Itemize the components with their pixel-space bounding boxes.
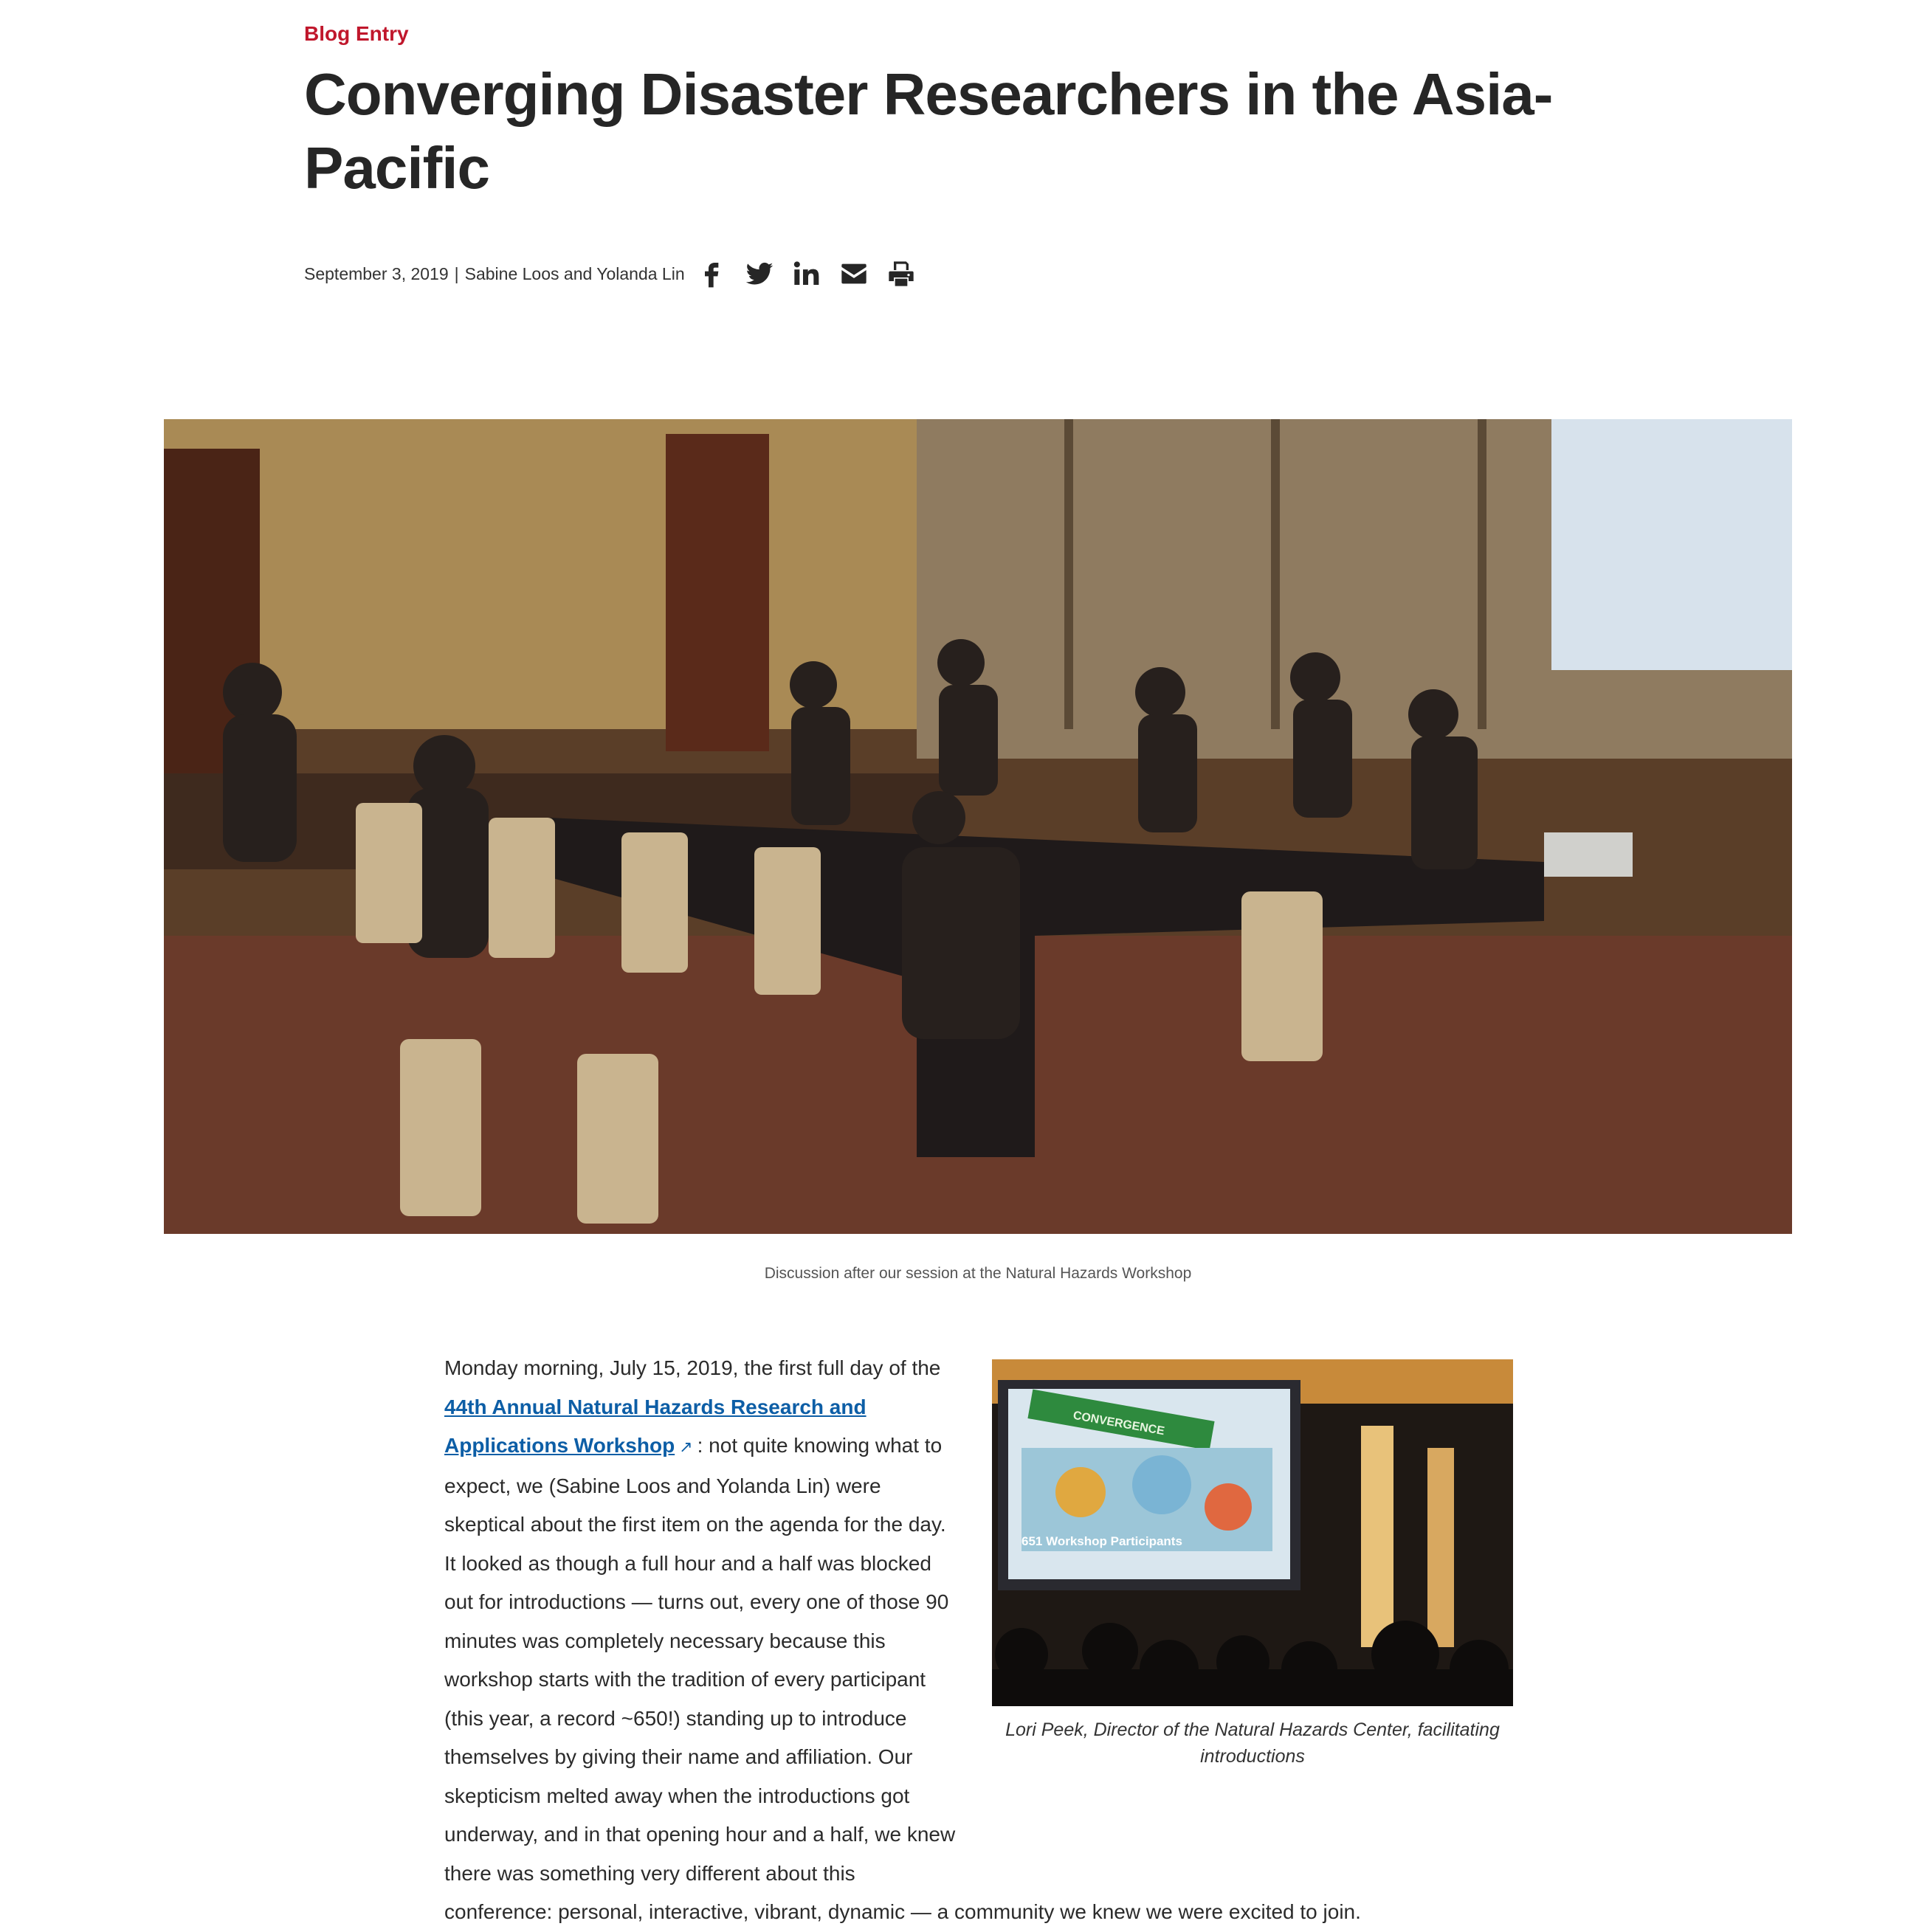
- inset-slide-text: 651 Workshop Participants: [1021, 1534, 1182, 1548]
- external-link-icon: ↗: [679, 1438, 693, 1456]
- inset-slide-banner: CONVERGENCE: [1072, 1409, 1165, 1438]
- linkedin-icon[interactable]: [790, 257, 824, 291]
- body-text-main: : not quite knowing what to expect, we (Sabine Loos and Yolanda Lin) were skeptical about the first item on the agenda for the day. It looked as though a full hour and a half was blocked out for introductions — turns out, every one of those 90 minutes was completely necessary because this workshop starts with the tradition of every participant (this year, a record ~650!) standing up to introduce themselves by giving their name and affiliation. Our skepticism melted away when the introductions got underway, and in that opening hour and a half, we knew there was something very different about this conference: personal, interactive, vibrant, dynamic — a community we knew we were excited to join.: [444, 1434, 1361, 1923]
- hero-caption: Discussion after our session at the Natural Hazards Workshop: [764, 1265, 1192, 1282]
- inset-caption: Lori Peek, Director of the Natural Hazards Center, facilitating introductions: [1005, 1719, 1500, 1767]
- page-title: Converging Disaster Researchers in the Asia-Pacific: [304, 61, 1553, 201]
- inset-photo: [992, 1359, 1513, 1706]
- body-text-intro: Monday morning, July 15, 2019, the first full day of the: [444, 1356, 941, 1379]
- eyebrow-label: Blog Entry: [304, 22, 409, 45]
- twitter-icon[interactable]: [743, 257, 776, 291]
- share-bar: [695, 257, 931, 291]
- hero-photo: [164, 419, 1792, 1234]
- print-icon[interactable]: [884, 257, 918, 291]
- article-meta: [304, 257, 931, 291]
- facebook-icon[interactable]: [695, 257, 729, 291]
- email-icon[interactable]: [837, 257, 871, 291]
- meta-separator: |: [454, 263, 459, 283]
- workshop-link[interactable]: 44th Annual Natural Hazards Research and Applications Workshop: [444, 1395, 867, 1457]
- author-names: Sabine Loos and Yolanda Lin: [464, 263, 685, 283]
- publish-date: September 3, 2019: [304, 263, 449, 283]
